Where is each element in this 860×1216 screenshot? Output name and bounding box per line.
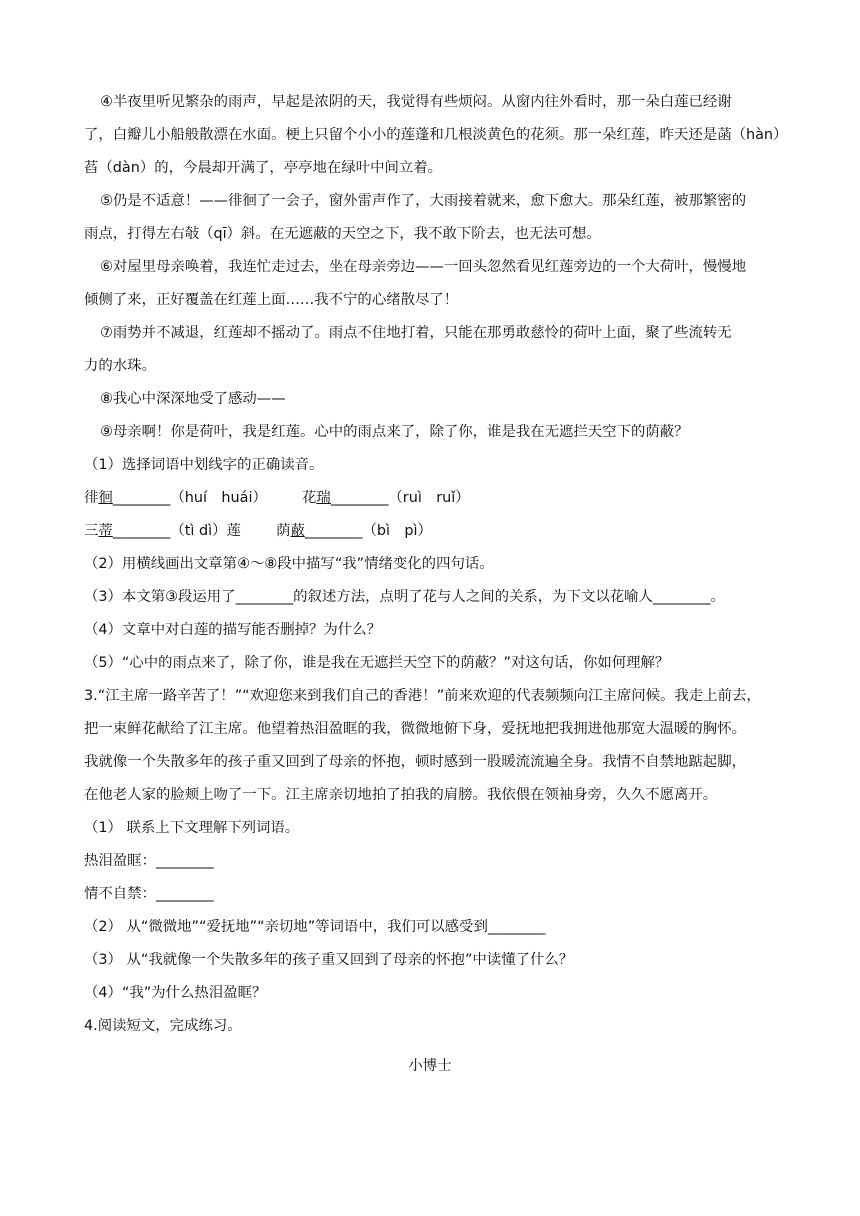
question-3: （3）本文第③段运用了________的叙述方法，点明了花与人之间的关系，为下文以花喻人________。	[84, 589, 725, 605]
question-2: （2）用横线画出文章第④～⑧段中描写“我”情绪变化的四句话。	[84, 556, 494, 572]
section3-line4: 在他老人家的脸颊上吻了一下。江主席亲切地拍了拍我的肩膀。我依偎在领袖身旁，久久不愿离开。	[84, 787, 718, 803]
word-huarui-char2: 瑞	[316, 490, 331, 506]
section3-question-4: （4）“我”为什么热泪盈眶？	[84, 985, 267, 1001]
answer-blank: ________	[330, 490, 389, 506]
section3-question-3: （3） 从“我就像一个失散多年的孩子重又回到了母亲的怀抱”中读懂了什么？	[84, 952, 574, 968]
section4-intro: 4.阅读短文，完成练习。	[84, 1018, 242, 1034]
passage-para7-line2: 力的水珠。	[84, 358, 156, 374]
section3-question-2: （2） 从“微微地”“爱抚地”“亲切地”等词语中，我们可以感受到________	[84, 919, 546, 935]
passage-para4-line1: ④半夜里听见繁杂的雨声，早起是浓阴的天，我觉得有些烦闷。从窗内往外看时，那一朵白莲已经谢	[100, 94, 732, 110]
passage-para4-line3: 萏（dàn）的，今晨却开满了，亭亭地在绿叶中间立着。	[84, 160, 443, 176]
passage-para8: ⑧我心中深深地受了感动——	[100, 391, 286, 407]
answer-blank: ________	[304, 523, 363, 539]
passage-para7-line1: ⑦雨势并不减退，红莲却不摇动了。雨点不住地打着，只能在那勇敢慈怜的荷叶上面，聚了些流转无	[100, 325, 732, 341]
section3-question-1: （1） 联系上下文理解下列词语。	[84, 820, 300, 836]
word-paihuai-char2: 徊	[98, 490, 113, 506]
pinyin-row-1	[84, 486, 784, 510]
section3-line2: 把一束鲜花献给了江主席。他望着热泪盈眶的我，微微地俯下身，爱抚地把我拥进他那宽大温暖的胸怀。	[84, 721, 746, 737]
section3-line1: 3.“江主席一路辛苦了！”“欢迎您来到我们自己的香港！”前来欢迎的代表频频向江主席问候。我走上前去，	[84, 688, 761, 704]
word-huarui-char1: 花	[302, 490, 317, 506]
passage-para6-line1: ⑥对屋里母亲唤着，我连忙走过去，坐在母亲旁边——一回头忽然看见红莲旁边的一个大荷叶，慢慢地	[100, 259, 747, 275]
pinyin-options: （bì pì）	[362, 523, 432, 539]
question-5: （5）“心中的雨点来了，除了你，谁是我在无遮拦天空下的荫蔽？”对这句话，你如何理解？	[84, 655, 670, 671]
section4-title: 小博士	[408, 1058, 452, 1074]
answer-blank: ________	[112, 523, 171, 539]
passage-para6-line2: 倾侧了来，正好覆盖在红莲上面……我不宁的心绪散尽了！	[84, 292, 459, 308]
word-yinbi-char2: 蔽	[290, 523, 305, 539]
passage-para9: ⑨母亲啊！你是荷叶，我是红莲。心中的雨点来了，除了你，谁是我在无遮拦天空下的荫蔽？	[100, 424, 689, 440]
section3-line3: 我就像一个失散多年的孩子重又回到了母亲的怀抱，顿时感到一股暖流流遍全身。我情不自禁地踮起脚，	[84, 754, 746, 770]
word-paihuai-char1: 徘	[84, 490, 99, 506]
word-sandi-char2: 蒂	[98, 523, 113, 539]
pinyin-options: （huí huái）	[170, 490, 267, 506]
passage-para4-line2: 了，白瓣儿小船般散漂在水面。梗上只留个小小的莲蓬和几根淡黄色的花须。那一朵红莲，昨天还是菡（hàn）	[84, 127, 788, 143]
section3-word-2: 情不自禁：________	[84, 886, 214, 902]
pinyin-options: （ruì ruǐ）	[388, 490, 470, 506]
question-4: （4）文章中对白莲的描写能否删掉？为什么？	[84, 622, 381, 638]
word-sandi-char1: 三	[84, 523, 99, 539]
passage-para5-line2: 雨点，打得左右敧（qī）斜。在无遮蔽的天空之下，我不敢下阶去，也无法可想。	[84, 226, 601, 242]
pinyin-options: （tì dì）莲	[170, 523, 241, 539]
section3-word-1: 热泪盈眶：________	[84, 853, 214, 869]
word-yinbi-char1: 荫	[276, 523, 291, 539]
pinyin-row-2	[84, 519, 784, 543]
question-1: （1）选择词语中划线字的正确读音。	[84, 457, 324, 473]
answer-blank: ________	[112, 490, 171, 506]
passage-para5-line1: ⑤仍是不适意！——徘徊了一会子，窗外雷声作了，大雨接着就来，愈下愈大。那朵红莲，被那繁密的	[100, 193, 747, 209]
